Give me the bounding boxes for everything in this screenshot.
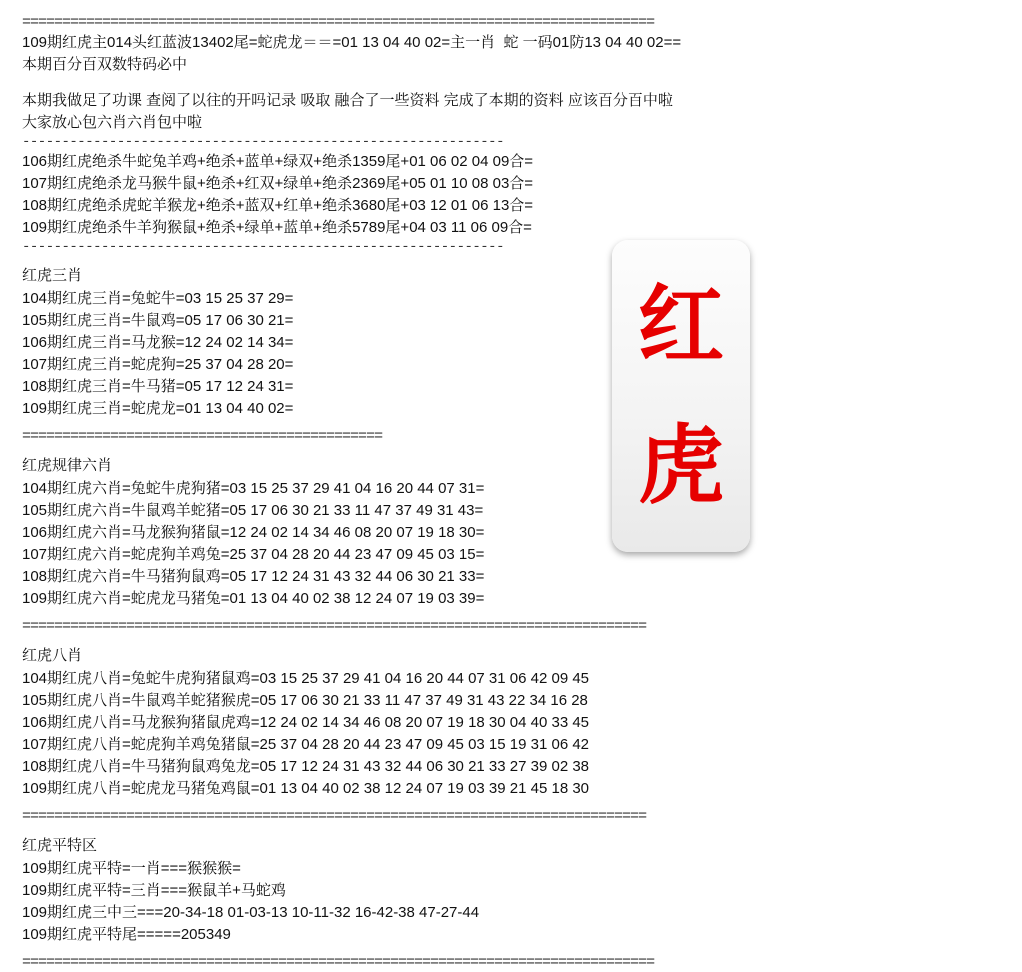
juesha-line-3: 108期红虎绝杀虎蛇羊猴龙+绝杀+蓝双+红单+绝杀3680尾+03 12 01 06 13合= <box>22 197 534 214</box>
liuxiao-line-2: 105期红虎六肖=牛鼠鸡羊蛇猪=05 17 06 30 21 33 11 47 37 49 31 43= <box>22 502 484 519</box>
pingte-line-2: 109期红虎平特=三肖===猴鼠羊+马蛇鸡 <box>22 882 286 899</box>
liuxiao-line-3: 106期红虎六肖=马龙猴狗猪鼠=12 24 02 14 34 46 08 20 07 19 18 30= <box>22 524 485 541</box>
intro-line-1: 109期红虎主014头红蓝波13402尾=蛇虎龙＝＝=01 13 04 40 02=主一肖 蛇 一码01防13 04 40 02== <box>22 34 682 51</box>
divider-dash-1: ------------------------------------------------------------- <box>22 134 504 150</box>
baxiao-line-3: 106期红虎八肖=马龙猴狗猪鼠虎鸡=12 24 02 14 34 46 08 20 07 19 18 30 04 40 33 45 <box>22 714 590 731</box>
sanxiao-line-3: 106期红虎三肖=马龙猴=12 24 02 14 34= <box>22 334 294 351</box>
pingte-line-1: 109期红虎平特=一肖===猴猴猴= <box>22 860 241 877</box>
divider-top: =============================================================================== <box>22 14 655 31</box>
spacer-8 <box>22 826 1002 834</box>
spacer-1 <box>22 76 1002 90</box>
liuxiao-line-6: 109期红虎六肖=蛇虎龙马猪兔=01 13 04 40 02 38 12 24 07 19 03 39= <box>22 590 485 607</box>
sanxiao-line-5: 108期红虎三肖=牛马猪=05 17 12 24 31= <box>22 378 294 395</box>
baxiao-line-2: 105期红虎八肖=牛鼠鸡羊蛇猪猴虎=05 17 06 30 21 33 11 47 37 49 31 43 22 34 16 28 <box>22 692 588 709</box>
liuxiao-line-4: 107期红虎六肖=蛇虎狗羊鸡兔=25 37 04 28 20 44 23 47 09 45 03 15= <box>22 546 485 563</box>
spacer-4 <box>22 446 1002 454</box>
sanxiao-line-1: 104期红虎三肖=兔蛇牛=03 15 25 37 29= <box>22 290 294 307</box>
divider-eq-1: ============================================= <box>22 428 383 445</box>
juesha-line-1: 106期红虎绝杀牛蛇兔羊鸡+绝杀+蓝单+绿双+绝杀1359尾+01 06 02 04 09合= <box>22 153 534 170</box>
spacer-3 <box>22 420 1002 428</box>
pingte-line-3: 109期红虎三中三===20-34-18 01-03-13 10-11-32 16-42-38 47-27-44 <box>22 904 480 921</box>
baxiao-line-6: 109期红虎八肖=蛇虎龙马猪兔鸡鼠=01 13 04 40 02 38 12 24 07 19 03 39 21 45 18 30 <box>22 780 590 797</box>
pingte-line-4: 109期红虎平特尾=====205349 <box>22 926 231 943</box>
spacer-7 <box>22 800 1002 808</box>
spacer-9 <box>22 946 1002 954</box>
note-line-2: 大家放心包六肖六肖包中啦 <box>22 114 203 131</box>
sanxiao-line-2: 105期红虎三肖=牛鼠鸡=05 17 06 30 21= <box>22 312 294 329</box>
baxiao-line-1: 104期红虎八肖=兔蛇牛虎狗猪鼠鸡=03 15 25 37 29 41 04 16 20 44 07 31 06 42 09 45 <box>22 670 590 687</box>
note-line-1: 本期我做足了功课 查阅了以往的开吗记录 吸取 融合了一些资料 完成了本期的资料 应该百分百中啦 <box>22 92 673 109</box>
spacer-6 <box>22 636 1002 644</box>
juesha-line-2: 107期红虎绝杀龙马猴牛鼠+绝杀+红双+绿单+绝杀2369尾+05 01 10 08 03合= <box>22 175 534 192</box>
divider-bottom: =============================================================================== <box>22 954 655 971</box>
section-title-pingte: 红虎平特区 <box>22 837 98 854</box>
intro-line-2: 本期百分百双数特码必中 <box>22 56 188 73</box>
section-title-baxiao: 红虎八肖 <box>22 647 83 664</box>
liuxiao-line-5: 108期红虎六肖=牛马猪狗鼠鸡=05 17 12 24 31 43 32 44 06 30 21 33= <box>22 568 485 585</box>
sanxiao-line-4: 107期红虎三肖=蛇虎狗=25 37 04 28 20= <box>22 356 294 373</box>
divider-dash-2: ------------------------------------------------------------- <box>22 239 504 255</box>
baxiao-line-5: 108期红虎八肖=牛马猪狗鼠鸡兔龙=05 17 12 24 31 43 32 44 06 30 21 33 27 39 02 38 <box>22 758 590 775</box>
divider-eq-2: ============================================================================== <box>22 618 647 635</box>
document-content <box>22 14 1002 972</box>
tile-char-hong: 红 <box>638 276 724 376</box>
baxiao-line-4: 107期红虎八肖=蛇虎狗羊鸡兔猪鼠=25 37 04 28 20 44 23 47 09 45 03 15 19 31 06 42 <box>22 736 590 753</box>
liuxiao-line-1: 104期红虎六肖=兔蛇牛虎狗猪=03 15 25 37 29 41 04 16 20 44 07 31= <box>22 480 485 497</box>
juesha-line-4: 109期红虎绝杀牛羊狗猴鼠+绝杀+绿单+蓝单+绝杀5789尾+04 03 11 06 09合= <box>22 219 532 236</box>
section-title-sanxiao: 红虎三肖 <box>22 267 83 284</box>
sanxiao-line-6: 109期红虎三肖=蛇虎龙=01 13 04 40 02= <box>22 400 294 417</box>
section-title-liuxiao: 红虎规律六肖 <box>22 457 113 474</box>
spacer-5 <box>22 610 1002 618</box>
divider-eq-3: ============================================================================== <box>22 808 647 825</box>
spacer-2 <box>22 256 1002 264</box>
tile-char-hu: 虎 <box>638 416 724 516</box>
